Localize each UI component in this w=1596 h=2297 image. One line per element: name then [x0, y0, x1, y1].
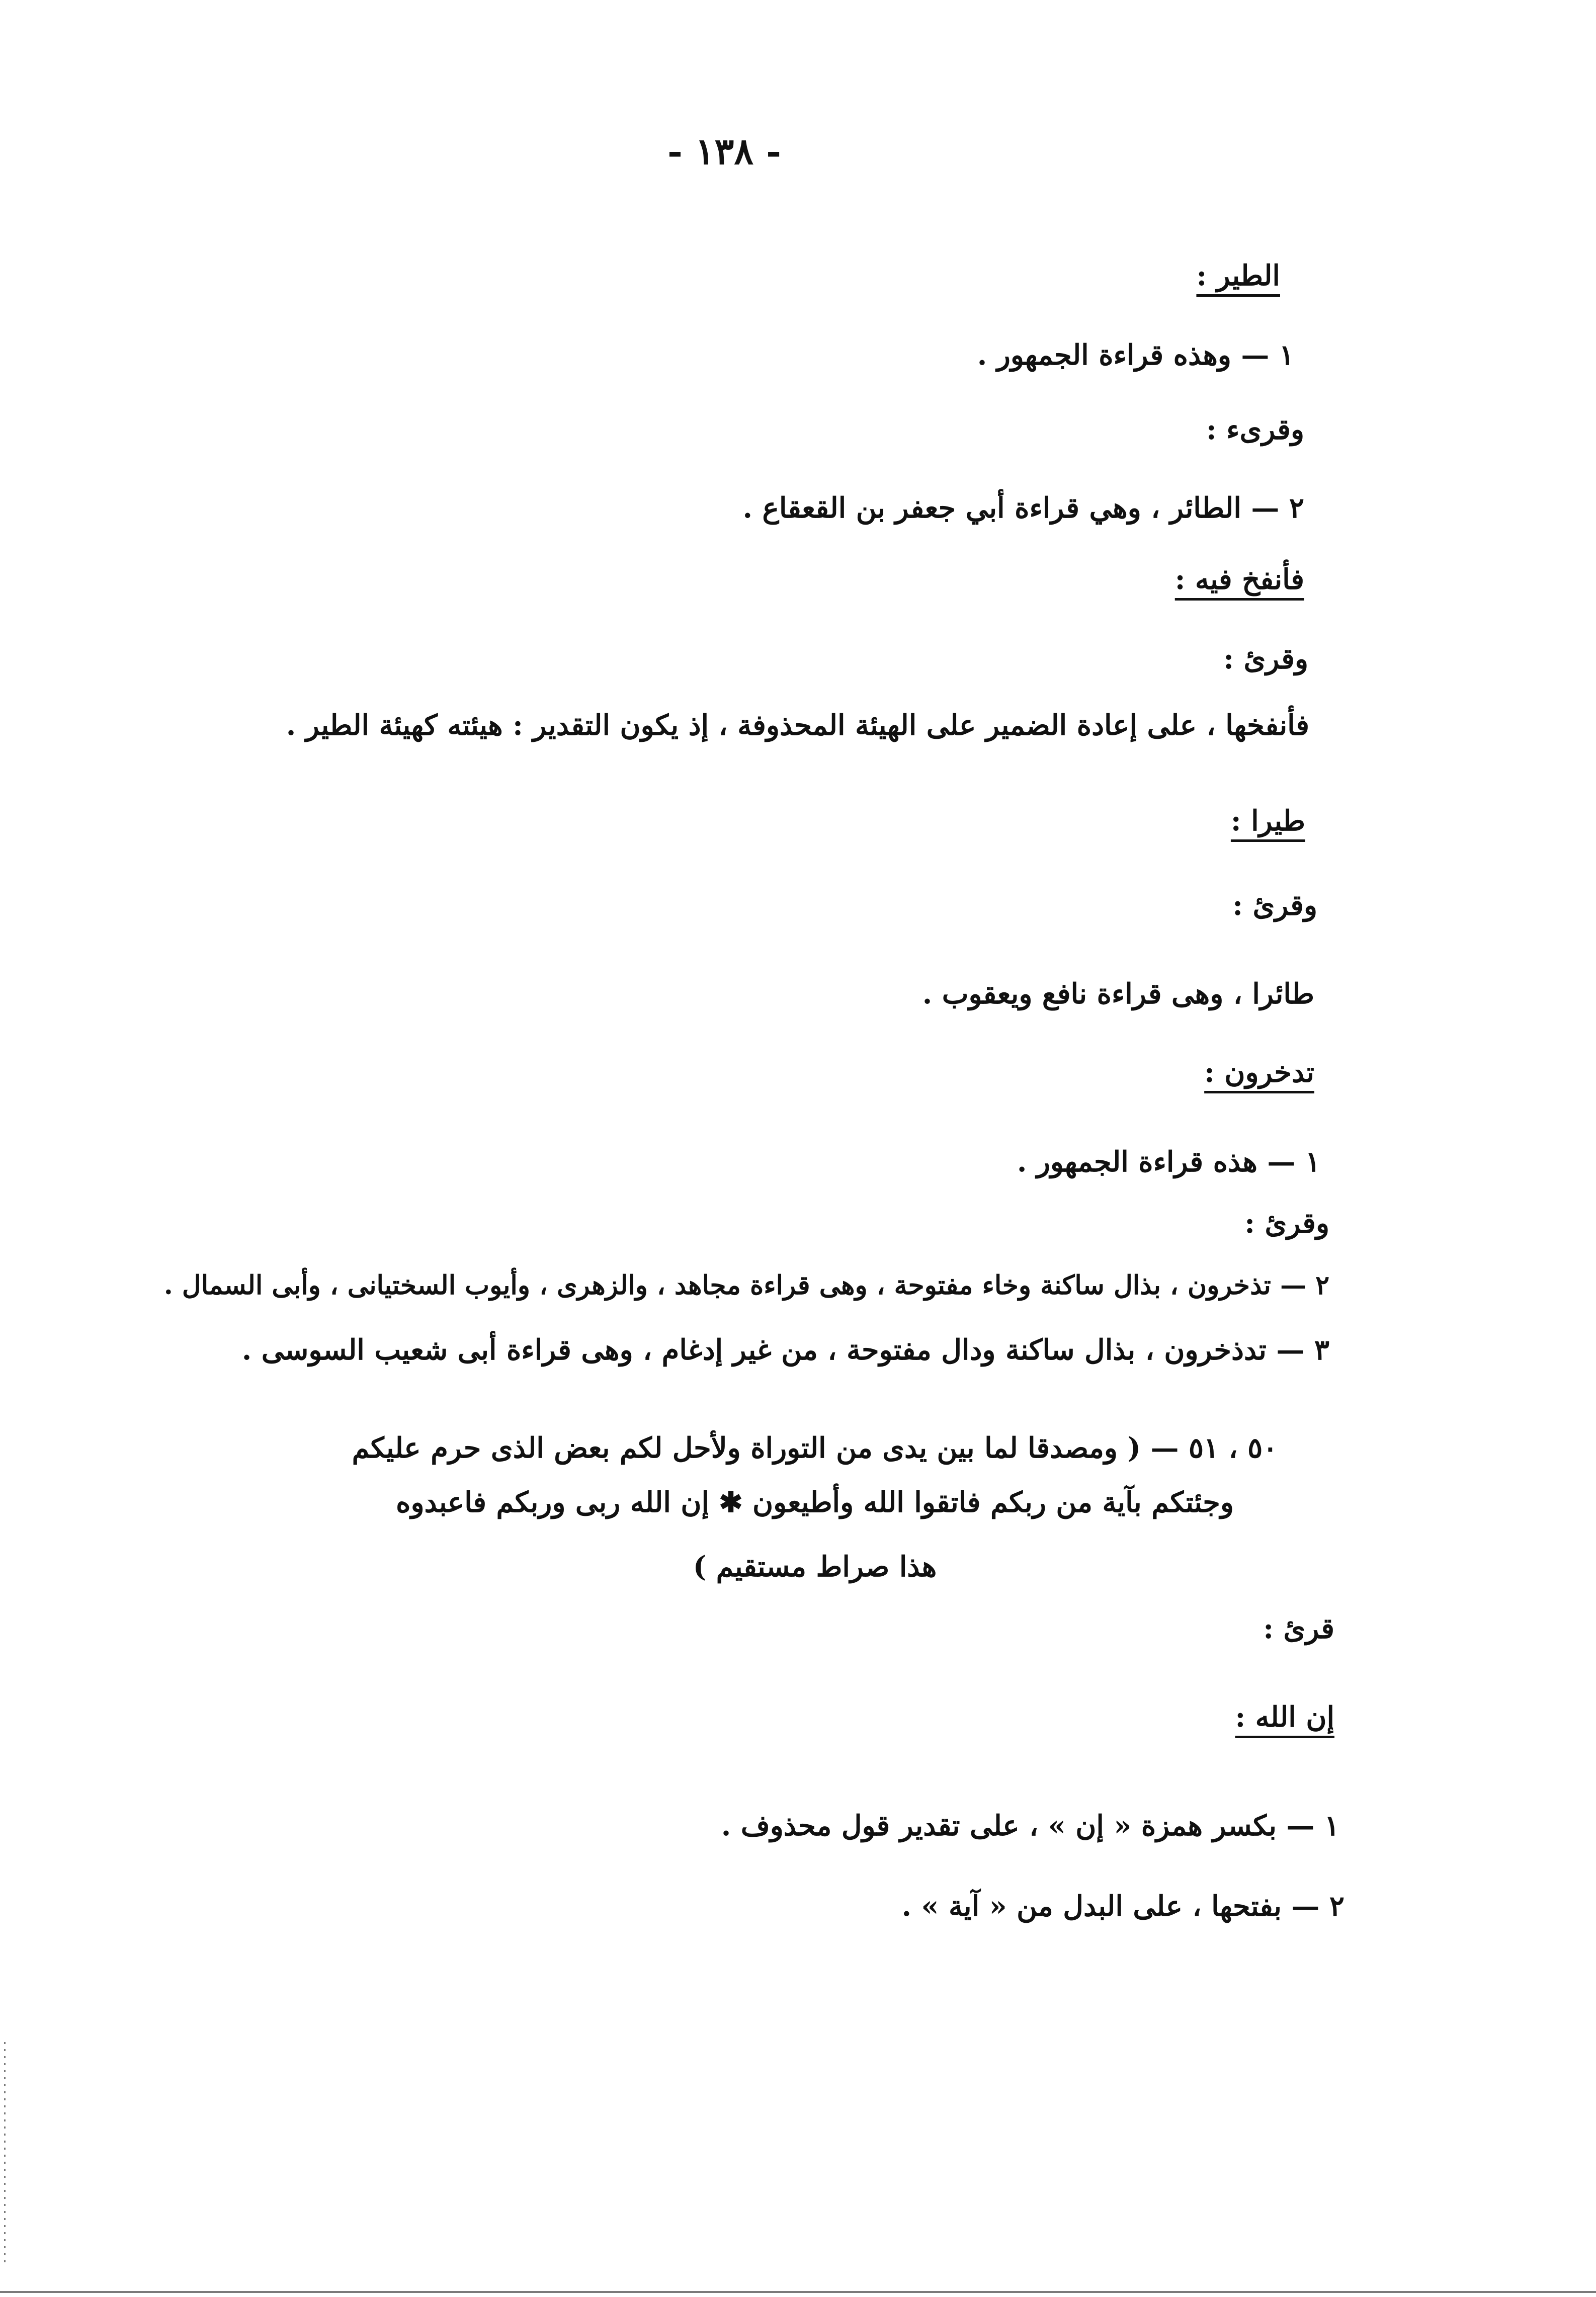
heading-inna-allah: إن الله : [1235, 1700, 1334, 1734]
text-line: ١ — وهذه قراءة الجمهور . [977, 338, 1294, 372]
text-line: ١ — بكسر همزة « إن » ، على تقدير قول محذوف . [721, 1809, 1339, 1842]
verse-line: وجئتكم بآية من ربكم فاتقوا الله وأطيعون ✱ إن الله ربى وربكم فاعبدوه [396, 1486, 1234, 1519]
text-line: ٢ — تذخرون ، بذال ساكنة وخاء مفتوحة ، وهى قراءة مجاهد ، والزهرى ، وأيوب السختيانى ، وأبى السمال . [163, 1270, 1329, 1301]
heading-faanfukh: فأنفخ فيه : [1174, 563, 1304, 596]
bottom-edge-rule [0, 2291, 1596, 2293]
text-line: طائرا ، وهى قراءة نافع ويعقوب . [922, 977, 1314, 1010]
text-line: وقرئ : [1244, 1207, 1329, 1240]
page-number: - ١٣٨ - [667, 130, 781, 173]
verse-line: هذا صراط مستقيم ) [693, 1550, 937, 1583]
text-line: وقرئ : [1223, 642, 1308, 675]
heading-tayran: طيرا : [1230, 804, 1305, 837]
heading-altayr: الطير : [1196, 259, 1280, 292]
scan-edge-marks [4, 2042, 6, 2263]
text-line: فأنفخها ، على إعادة الضمير على الهيئة المحذوفة ، إذ يكون التقدير : هيئته كهيئة الطير . [286, 709, 1309, 742]
heading-tadkhirun: تدخرون : [1204, 1056, 1314, 1089]
text-line: وقرىء : [1206, 413, 1304, 446]
text-line: ٣ — تدذخرون ، بذال ساكنة ودال مفتوحة ، من غير إدغام ، وهى قراءة أبى شعيب السوسى . [241, 1333, 1329, 1367]
text-line: ١ — هذه قراءة الجمهور . [1017, 1145, 1320, 1178]
verse-line: ٥٠ ، ٥١ — ( ومصدقا لما بين يدى من التوراة ولأحل لكم بعض الذى حرم عليكم [352, 1431, 1278, 1465]
text-line: وقرئ : [1232, 889, 1317, 922]
text-line: قرئ : [1263, 1612, 1334, 1645]
text-line: ٢ — بفتحها ، على البدل من « آية » . [901, 1890, 1345, 1923]
text-line: ٢ — الطائر ، وهي قراءة أبي جعفر بن القعقاع . [742, 491, 1304, 525]
